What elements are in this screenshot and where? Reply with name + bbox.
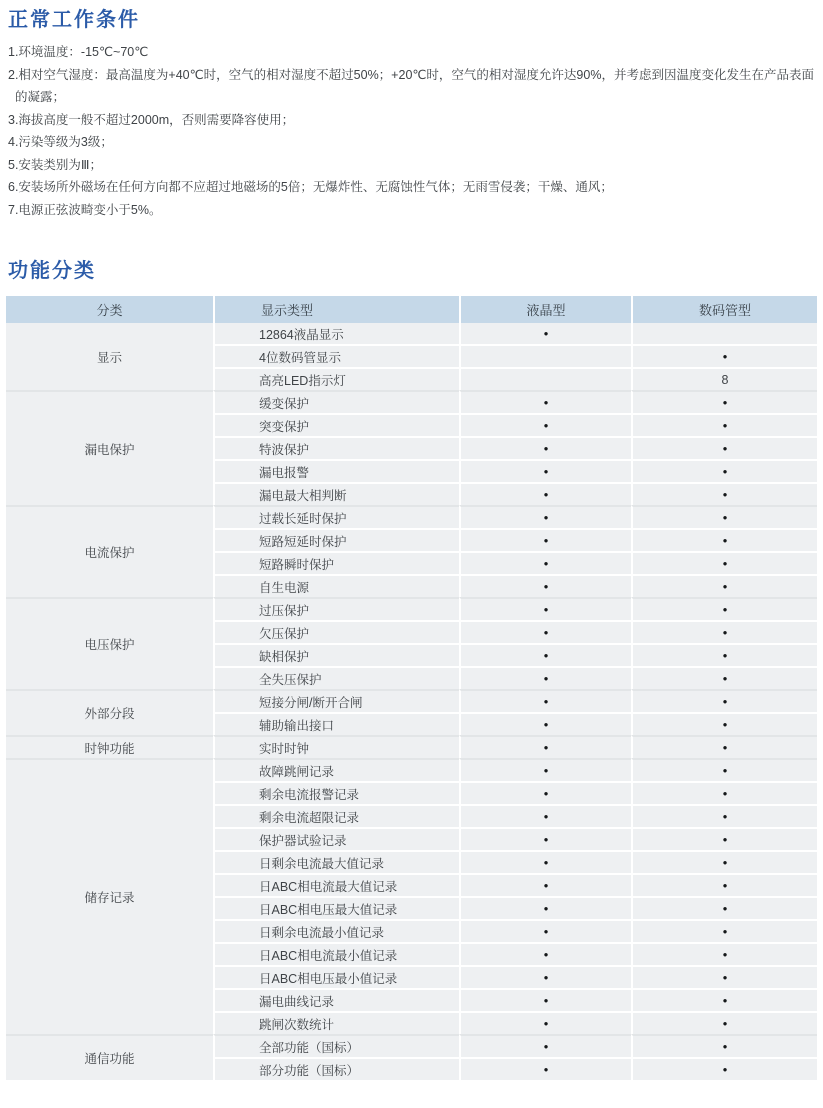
- digital-cell: ●: [631, 735, 817, 758]
- lcd-cell: ●: [459, 689, 631, 714]
- digital-cell: ●: [631, 829, 817, 852]
- digital-cell: 8: [631, 369, 817, 390]
- feature-cell: 剩余电流超限记录: [213, 806, 459, 829]
- feature-cell: 短路短延时保护: [213, 530, 459, 553]
- digital-cell: ●: [631, 597, 817, 622]
- digital-cell: ●: [631, 875, 817, 898]
- digital-cell: ●: [631, 921, 817, 944]
- feature-cell: 短路瞬时保护: [213, 553, 459, 576]
- lcd-cell: ●: [459, 668, 631, 689]
- feature-cell: 日ABC相电压最大值记录: [213, 898, 459, 921]
- digital-cell: ●: [631, 714, 817, 735]
- category-cell: 外部分段: [6, 689, 213, 735]
- digital-cell: ●: [631, 758, 817, 783]
- lcd-cell: ●: [459, 438, 631, 461]
- table-row: [6, 390, 817, 415]
- lcd-cell: ●: [459, 323, 631, 346]
- lcd-cell: ●: [459, 1059, 631, 1080]
- lcd-cell: ●: [459, 415, 631, 438]
- digital-cell: ●: [631, 852, 817, 875]
- digital-cell: ●: [631, 689, 817, 714]
- condition-item: 1.环境温度：-15℃~70℃: [8, 45, 149, 59]
- column-header-category: 分类: [6, 296, 213, 323]
- digital-cell: ●: [631, 898, 817, 921]
- feature-cell: 保护器试验记录: [213, 829, 459, 852]
- column-header-digital-type: 数码管型: [631, 296, 817, 323]
- feature-cell: 短接分闸/断开合闸: [213, 689, 459, 714]
- feature-cell: 全失压保护: [213, 668, 459, 689]
- condition-item: 3.海拔高度一般不超过2000m，否则需要降容使用；: [8, 112, 295, 127]
- digital-cell: ●: [631, 505, 817, 530]
- category-cell: 储存记录: [6, 758, 213, 1034]
- lcd-cell: ●: [459, 829, 631, 852]
- feature-cell: 特波保护: [213, 438, 459, 461]
- feature-cell: 日ABC相电压最小值记录: [213, 967, 459, 990]
- digital-cell: ●: [631, 484, 817, 505]
- feature-cell: 过压保护: [213, 597, 459, 622]
- digital-cell: ●: [631, 944, 817, 967]
- function-table-body: [6, 323, 817, 1080]
- lcd-cell: ●: [459, 921, 631, 944]
- lcd-cell: ●: [459, 461, 631, 484]
- table-row: [6, 758, 817, 783]
- lcd-cell: [459, 346, 631, 369]
- feature-cell: 辅助输出接口: [213, 714, 459, 735]
- lcd-cell: ●: [459, 967, 631, 990]
- lcd-cell: ●: [459, 783, 631, 806]
- lcd-cell: ●: [459, 530, 631, 553]
- condition-item: 2.相对空气湿度：最高温度为+40℃时，空气的相对湿度不超过50%；+20℃时，空气的相对湿度允许达90%，并考虑到因温度变化发生在产品表面的凝露；: [8, 67, 814, 104]
- header-row: [6, 296, 817, 323]
- column-header-display-type: 显示类型: [213, 296, 459, 323]
- condition-item: 5.安装类别为Ⅲ；: [8, 157, 103, 172]
- condition-item: 6.安装场所外磁场在任何方向都不应超过地磁场的5倍；无爆炸性、无腐蚀性气体；无雨雪侵袭；干燥、通风；: [8, 180, 613, 194]
- lcd-cell: ●: [459, 852, 631, 875]
- table-row: [6, 505, 817, 530]
- lcd-cell: ●: [459, 714, 631, 735]
- feature-cell: 4位数码管显示: [213, 346, 459, 369]
- digital-cell: ●: [631, 806, 817, 829]
- feature-cell: 突变保护: [213, 415, 459, 438]
- lcd-cell: ●: [459, 390, 631, 415]
- category-cell: 漏电保护: [6, 390, 213, 505]
- digital-cell: ●: [631, 1059, 817, 1080]
- digital-cell: ●: [631, 783, 817, 806]
- condition-item: 4.污染等级为3级；: [8, 135, 113, 149]
- lcd-cell: ●: [459, 875, 631, 898]
- feature-cell: 日剩余电流最小值记录: [213, 921, 459, 944]
- feature-cell: 过载长延时保护: [213, 505, 459, 530]
- working-conditions-list: [8, 41, 815, 221]
- function-table: [6, 296, 817, 1080]
- digital-cell: ●: [631, 576, 817, 597]
- digital-cell: [631, 323, 817, 346]
- feature-cell: 日剩余电流最大值记录: [213, 852, 459, 875]
- digital-cell: ●: [631, 530, 817, 553]
- digital-cell: ●: [631, 461, 817, 484]
- lcd-cell: ●: [459, 758, 631, 783]
- function-table-header: [6, 296, 817, 323]
- category-cell: 时钟功能: [6, 735, 213, 758]
- feature-cell: 缓变保护: [213, 390, 459, 415]
- feature-cell: 日ABC相电流最大值记录: [213, 875, 459, 898]
- digital-cell: ●: [631, 1034, 817, 1059]
- feature-cell: 部分功能（国标）: [213, 1059, 459, 1080]
- lcd-cell: ●: [459, 597, 631, 622]
- digital-cell: ●: [631, 668, 817, 689]
- lcd-cell: ●: [459, 898, 631, 921]
- lcd-cell: ●: [459, 484, 631, 505]
- feature-cell: 缺相保护: [213, 645, 459, 668]
- digital-cell: ●: [631, 346, 817, 369]
- feature-cell: 高亮LED指示灯: [213, 369, 459, 390]
- digital-cell: ●: [631, 1013, 817, 1034]
- feature-cell: 跳闸次数统计: [213, 1013, 459, 1034]
- table-row: [6, 597, 817, 622]
- condition-item: 7.电源正弦波畸变小于5%。: [8, 202, 162, 217]
- section-title-working-conditions: 正常工作条件: [8, 9, 140, 31]
- lcd-cell: ●: [459, 553, 631, 576]
- category-cell: 通信功能: [6, 1034, 213, 1080]
- section-title-function-classification: 功能分类: [8, 260, 96, 282]
- lcd-cell: ●: [459, 576, 631, 597]
- lcd-cell: ●: [459, 505, 631, 530]
- lcd-cell: ●: [459, 735, 631, 758]
- category-cell: 显示: [6, 323, 213, 390]
- digital-cell: ●: [631, 622, 817, 645]
- digital-cell: ●: [631, 415, 817, 438]
- feature-cell: 漏电曲线记录: [213, 990, 459, 1013]
- feature-cell: 全部功能（国标）: [213, 1034, 459, 1059]
- table-row: [6, 323, 817, 346]
- table-row: [6, 735, 817, 758]
- digital-cell: ●: [631, 438, 817, 461]
- lcd-cell: ●: [459, 645, 631, 668]
- feature-cell: 12864液晶显示: [213, 323, 459, 346]
- feature-cell: 实时时钟: [213, 735, 459, 758]
- lcd-cell: ●: [459, 1034, 631, 1059]
- lcd-cell: ●: [459, 944, 631, 967]
- digital-cell: ●: [631, 990, 817, 1013]
- digital-cell: ●: [631, 645, 817, 668]
- digital-cell: ●: [631, 967, 817, 990]
- lcd-cell: ●: [459, 1013, 631, 1034]
- lcd-cell: ●: [459, 990, 631, 1013]
- feature-cell: 漏电最大相判断: [213, 484, 459, 505]
- feature-cell: 自生电源: [213, 576, 459, 597]
- lcd-cell: ●: [459, 622, 631, 645]
- category-cell: 电压保护: [6, 597, 213, 689]
- feature-cell: 欠压保护: [213, 622, 459, 645]
- lcd-cell: ●: [459, 806, 631, 829]
- feature-cell: 漏电报警: [213, 461, 459, 484]
- digital-cell: ●: [631, 390, 817, 415]
- lcd-cell: [459, 369, 631, 390]
- table-row: [6, 689, 817, 714]
- digital-cell: ●: [631, 553, 817, 576]
- category-cell: 电流保护: [6, 505, 213, 597]
- feature-cell: 日ABC相电流最小值记录: [213, 944, 459, 967]
- column-header-lcd-type: 液晶型: [459, 296, 631, 323]
- table-row: [6, 1034, 817, 1059]
- feature-cell: 故障跳闸记录: [213, 758, 459, 783]
- feature-cell: 剩余电流报警记录: [213, 783, 459, 806]
